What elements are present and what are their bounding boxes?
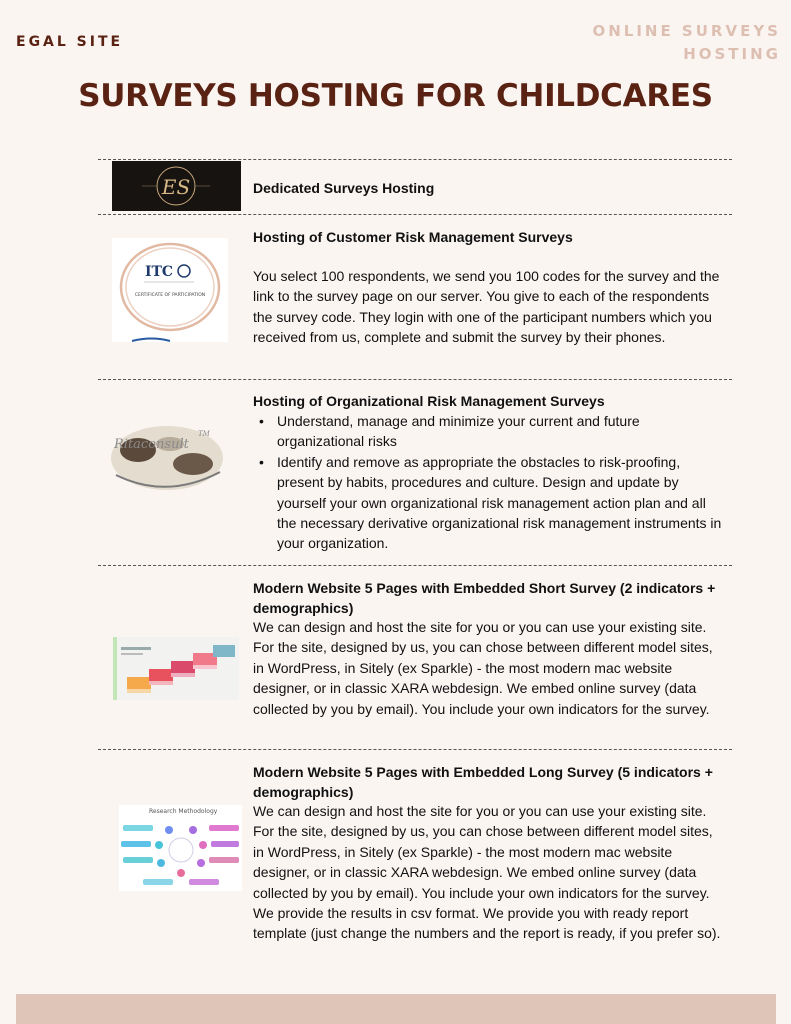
steps-infographic-icon [113, 637, 239, 700]
tagline-line-2: HOSTING [683, 45, 781, 63]
es-logo-icon [112, 161, 241, 211]
tagline-line-1: ONLINE SURVEYS [592, 22, 781, 40]
section-divider [98, 214, 732, 215]
section-title: Hosting of Customer Risk Management Surveys [253, 229, 573, 245]
list-item: • Identify and remove as appropriate the obstacles to risk-proofing, present by habits, procedures and culture. Design and update by yourself your own organizational risk management action plan and all the necessary derivative organizational risk management instruments in your organization. [277, 452, 725, 554]
page-title: SURVEYS HOSTING FOR CHILDCARES [78, 78, 713, 114]
ritaconsult-tm: TM [198, 430, 210, 438]
header-tagline [521, 20, 781, 66]
section-title: Hosting of Organizational Risk Management Surveys [253, 393, 605, 409]
footer-bar [16, 994, 776, 1024]
es-logo-text: ES [161, 175, 191, 199]
section-title: Modern Website 5 Pages with Embedded Long Survey (5 indicators + demographics) [253, 764, 713, 800]
research-methodology-icon [119, 805, 242, 891]
itco-certificate-icon [112, 238, 228, 342]
section-divider [98, 749, 732, 750]
ritaconsult-logo-icon [108, 420, 226, 498]
ritaconsult-logo-text: Ritaconsult [114, 437, 189, 452]
section-title: Dedicated Surveys Hosting [253, 180, 435, 196]
itco-caption: CERTIFICATE OF PARTICIPATION [134, 293, 206, 298]
itco-logo-text: ITC [144, 264, 174, 280]
section-divider [98, 379, 732, 380]
section-divider [98, 565, 732, 566]
list-item: • Understand, manage and minimize your current and future organizational risks [277, 411, 725, 452]
section-title: Modern Website 5 Pages with Embedded Short Survey (2 indicators + demographics) [253, 580, 716, 616]
research-methodology-caption: Research Methodology [149, 808, 218, 815]
section-text: We can design and host the site for you or you can use your existing site. For the site, designed by us, you can chose between different model sites, in WordPress, in Sitely (ex Sparkle) - the most modern mac website designer, or in classic XARA webdesign. We embed online survey (data collected by you by email). You include your own indicators for the survey. We provide the results in csv format. We provide you with ready report template (just change the numbers and the report is ready, if you prefer so). [253, 803, 721, 942]
section-divider [98, 159, 732, 160]
section-text: You select 100 respondents, we send you 100 codes for the survey and the link to the survey page on our server. You give to each of the respondents the survey code. They login with one of the participant numbers which you received from us, complete and submit the survey by their phones. [253, 268, 720, 346]
section-text: We can design and host the site for you or you can use your existing site. For the site, designed by us, you can chose between different model sites, in WordPress, in Sitely (ex Sparkle) - the most modern mac website designer, or in classic XARA webdesign. We embed online survey (data collected by you by email). You include your own indicators for the survey. [253, 619, 713, 717]
bullet-list [253, 411, 725, 554]
site-brand[interactable]: EGAL SITE [16, 34, 124, 50]
